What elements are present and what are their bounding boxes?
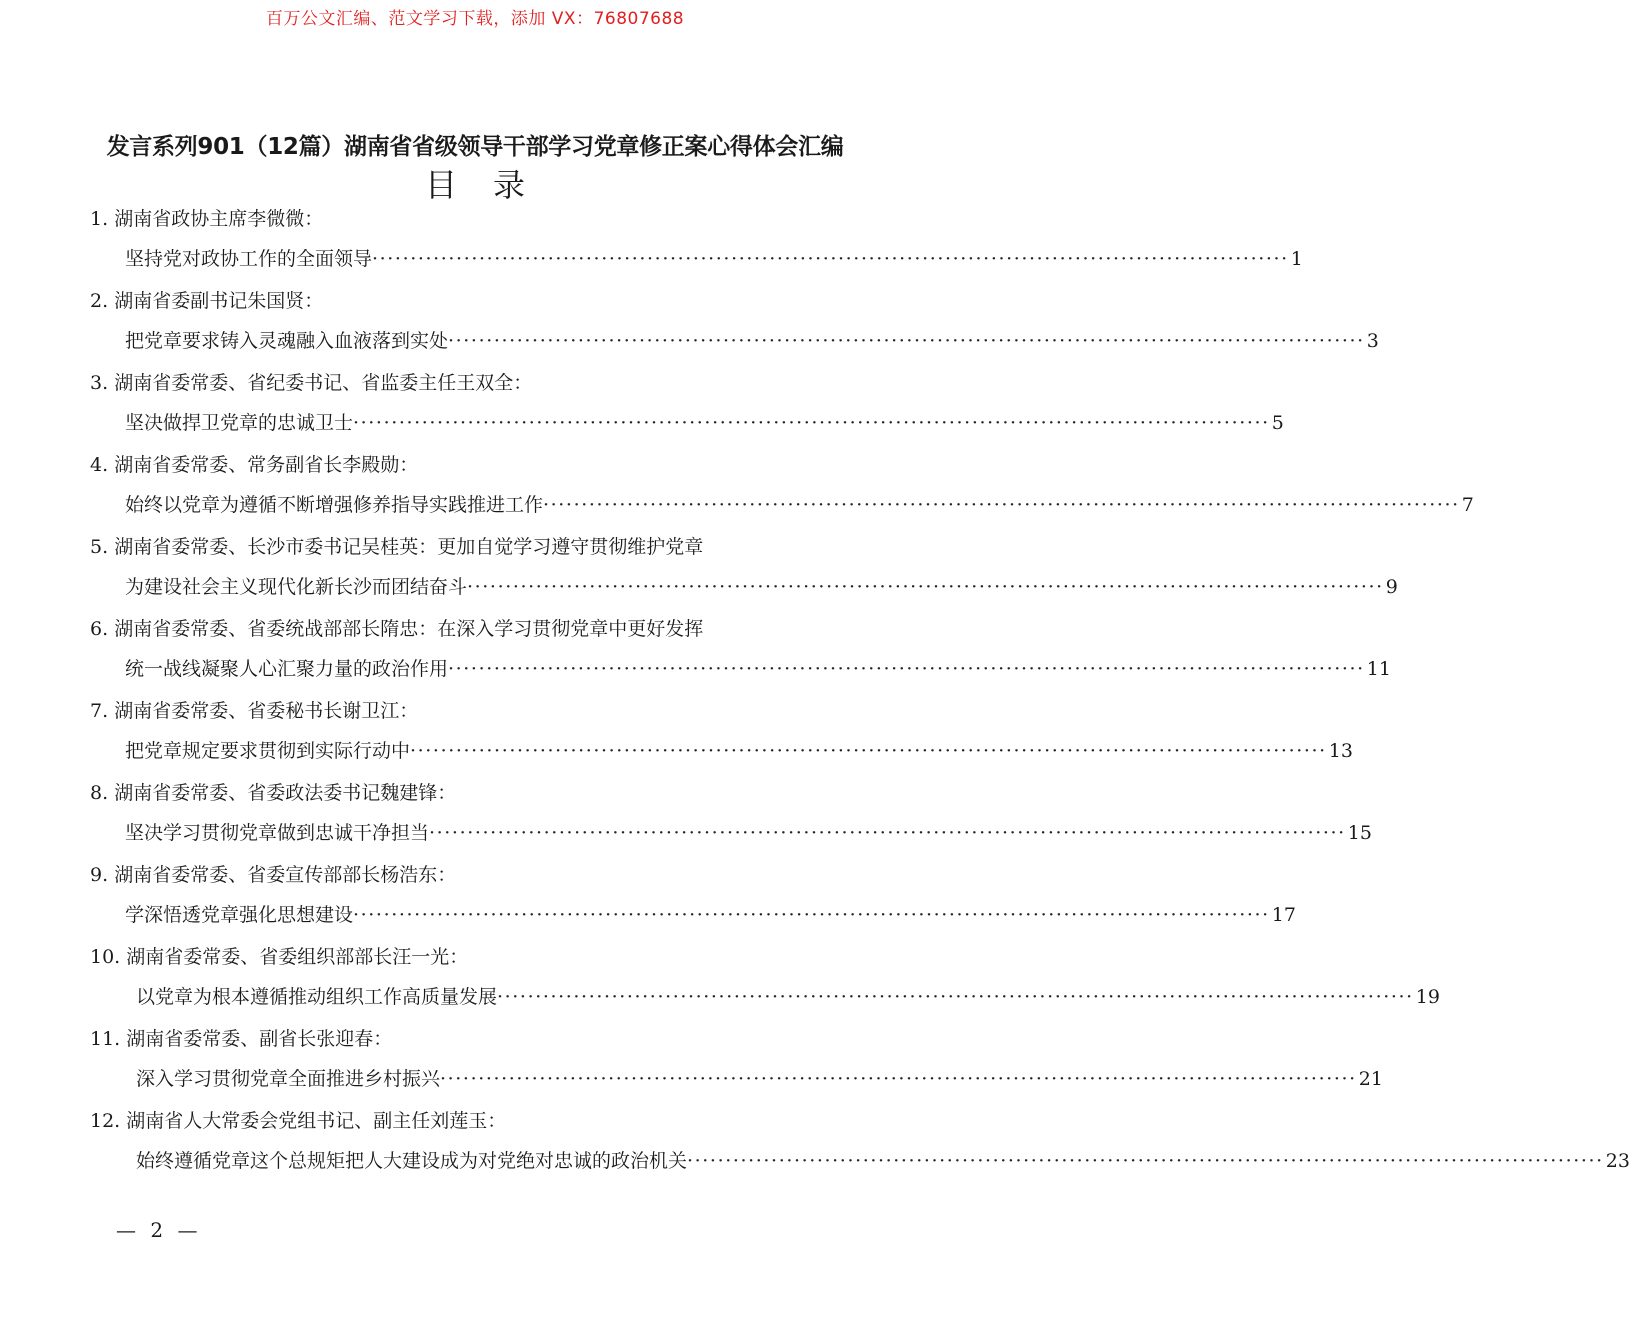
entry-speaker: 湖南省委常委、省委统战部部长隋忠：在深入学习贯彻党章中更好发挥 bbox=[114, 618, 704, 640]
entry-page-number: 19 bbox=[1415, 986, 1440, 1008]
entry-number: 9. bbox=[90, 864, 109, 886]
entry-page-number: 15 bbox=[1347, 822, 1372, 844]
entry-subtitle: 坚决学习贯彻党章做到忠诚干净担当 bbox=[125, 822, 430, 844]
entry-subtitle: 统一战线凝聚人心汇聚力量的政治作用 bbox=[125, 658, 449, 680]
entry-subtitle: 把党章要求铸入灵魂融入血液落到实处 bbox=[125, 330, 449, 352]
entry-page-number: 5 bbox=[1271, 412, 1284, 434]
entry-subtitle: 把党章规定要求贯彻到实际行动中 bbox=[125, 740, 411, 762]
entry-subtitle: 深入学习贯彻党章全面推进乡村振兴 bbox=[136, 1068, 441, 1090]
entry-page-number: 3 bbox=[1366, 330, 1379, 352]
entry-subtitle: 坚持党对政协工作的全面领导 bbox=[125, 248, 373, 270]
toc-entry[interactable] bbox=[0, 1026, 1383, 1108]
leader-dots: ························································································································ bbox=[497, 986, 1414, 1008]
entry-speaker: 湖南省委常委、副省长张迎春： bbox=[126, 1028, 393, 1050]
leader-dots: ························································································································ bbox=[353, 412, 1270, 434]
entry-number: 6. bbox=[90, 618, 109, 640]
toc-entry[interactable] bbox=[0, 288, 1379, 370]
entry-page-number: 7 bbox=[1461, 494, 1474, 516]
entry-speaker: 湖南省委副书记朱国贤： bbox=[114, 290, 324, 312]
entry-page-number: 1 bbox=[1290, 248, 1303, 270]
entry-speaker: 湖南省委常委、常务副省长李殿勋： bbox=[114, 454, 419, 476]
leader-dots: ························································································································ bbox=[440, 1068, 1357, 1090]
toc-heading: 目录 bbox=[424, 166, 561, 204]
entry-number: 2. bbox=[90, 290, 109, 312]
entry-speaker: 湖南省委常委、长沙市委书记吴桂英：更加自觉学习遵守贯彻维护党章 bbox=[114, 536, 704, 558]
entry-number: 5. bbox=[90, 536, 109, 558]
leader-dots: ························································································································ bbox=[353, 904, 1270, 926]
entry-speaker: 湖南省政协主席李微微： bbox=[114, 208, 324, 230]
entry-page-number: 9 bbox=[1385, 576, 1398, 598]
entry-subtitle: 为建设社会主义现代化新长沙而团结奋斗 bbox=[125, 576, 468, 598]
entry-subtitle: 始终遵循党章这个总规矩把人大建设成为对党绝对忠诚的政治机关 bbox=[136, 1150, 688, 1172]
watermark-banner: 百万公文汇编、范文学习下载，添加 VX：76807688 bbox=[265, 9, 685, 29]
entry-speaker: 湖南省委常委、省委组织部部长汪一光： bbox=[126, 946, 469, 968]
toc-entry[interactable] bbox=[0, 206, 1303, 288]
leader-dots: ························································································································ bbox=[372, 248, 1289, 270]
entry-speaker: 湖南省委常委、省委秘书长谢卫江： bbox=[114, 700, 419, 722]
entry-number: 3. bbox=[90, 372, 109, 394]
toc-entry[interactable] bbox=[0, 698, 1353, 780]
leader-dots: ························································································································ bbox=[448, 658, 1365, 680]
toc-entry[interactable] bbox=[0, 452, 1474, 534]
entry-subtitle: 学深悟透党章强化思想建设 bbox=[125, 904, 354, 926]
toc-entry[interactable] bbox=[0, 370, 1284, 452]
entry-speaker: 湖南省人大常委会党组书记、副主任刘莲玉： bbox=[126, 1110, 507, 1132]
entry-number: 8. bbox=[90, 782, 109, 804]
toc-entry[interactable] bbox=[0, 780, 1372, 862]
entry-page-number: 11 bbox=[1366, 658, 1391, 680]
entry-page-number: 13 bbox=[1328, 740, 1353, 762]
entry-number: 10. bbox=[90, 946, 121, 968]
entry-subtitle: 以党章为根本遵循推动组织工作高质量发展 bbox=[136, 986, 498, 1008]
entry-subtitle: 坚决做捍卫党章的忠诚卫士 bbox=[125, 412, 354, 434]
toc-entry[interactable] bbox=[0, 944, 1440, 1026]
leader-dots: ························································································································ bbox=[429, 822, 1346, 844]
leader-dots: ························································································································ bbox=[467, 576, 1384, 598]
footer-page-number: — 2 — bbox=[116, 1218, 202, 1242]
leader-dots: ························································································································ bbox=[687, 1150, 1604, 1172]
entry-speaker: 湖南省委常委、省纪委书记、省监委主任王双全： bbox=[114, 372, 533, 394]
toc-entry[interactable] bbox=[0, 1108, 1630, 1190]
toc-entry[interactable] bbox=[0, 616, 1391, 698]
document-title: 发言系列901（12篇）湖南省省级领导干部学习党章修正案心得体会汇编 bbox=[106, 134, 844, 160]
leader-dots: ························································································································ bbox=[543, 494, 1460, 516]
entry-subtitle: 始终以党章为遵循不断增强修养指导实践推进工作 bbox=[125, 494, 544, 516]
entry-number: 11. bbox=[90, 1028, 121, 1050]
entry-number: 7. bbox=[90, 700, 109, 722]
entry-number: 12. bbox=[90, 1110, 121, 1132]
leader-dots: ························································································································ bbox=[448, 330, 1365, 352]
toc-entry[interactable] bbox=[0, 534, 1398, 616]
toc-entry[interactable] bbox=[0, 862, 1296, 944]
entry-page-number: 23 bbox=[1605, 1150, 1630, 1172]
entry-speaker: 湖南省委常委、省委政法委书记魏建锋： bbox=[114, 782, 457, 804]
entry-number: 1. bbox=[90, 208, 109, 230]
entry-page-number: 21 bbox=[1358, 1068, 1383, 1090]
entry-page-number: 17 bbox=[1271, 904, 1296, 926]
leader-dots: ························································································································ bbox=[410, 740, 1327, 762]
entry-speaker: 湖南省委常委、省委宣传部部长杨浩东： bbox=[114, 864, 457, 886]
table-of-contents bbox=[0, 206, 1630, 1190]
entry-number: 4. bbox=[90, 454, 109, 476]
